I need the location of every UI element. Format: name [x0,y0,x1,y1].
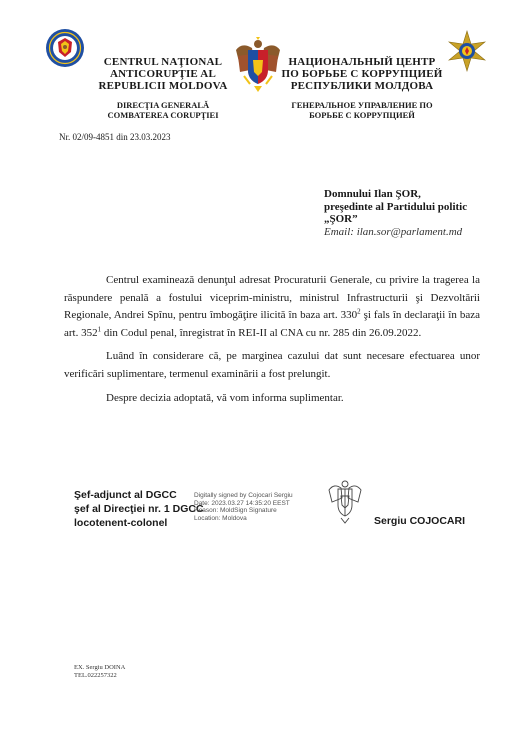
left-header-title-line: ANTICORUPŢIE AL [110,68,216,80]
signature-emblem-icon [326,478,364,524]
superscript: 2 [357,307,361,316]
recipient-party: „ŞOR” [324,213,358,225]
right-header-title-line: РЕСПУБЛИКИ МОЛДОВА [290,80,434,92]
executor-name: EX. Sergiu DOINA [74,664,126,671]
signatory-position-line: Şef-adjunct al DGCC [74,489,177,501]
body-paragraph-2: Luând în considerare că, pe marginea cazului dat sunt necesare efectuarea unor verificări suplimentare, termenul examinării a fost prelungit. [64,350,480,380]
digital-signature-info [194,492,334,522]
right-header-title-line: ПО БОРЬБЕ С КОРРУПЦИЕЙ [281,68,443,80]
body-text-span: şi fals în declaraţii în baza art. 352 [64,309,481,339]
left-header-subtitle [94,100,232,120]
cna-emblem-icon [45,28,85,68]
right-header-title-line: НАЦИОНАЛЬНЫЙ ЦЕНТР [288,56,436,68]
recipient-role: preşedinte al Partidului politic [324,200,468,213]
right-header-subtitle-line: БОРЬБЕ С КОРРУПЦИЕЙ [309,110,415,120]
body-paragraph-1 [64,272,480,342]
left-header-subtitle-line: DIRECŢIA GENERALĂ [116,100,210,110]
body-text-span: din Codul penal, înregistrat în REI-II al CNA cu nr. 285 din 26.09.2022. [101,326,422,339]
recipient-email: Email: ilan.sor@parlament.md [324,225,463,238]
left-header-subtitle-line: COMBATEREA CORUPŢIEI [107,110,219,120]
digital-signature-line: Digitally signed by Cojocari Sergiu [194,492,293,499]
right-header-title [278,56,446,92]
left-header-title-line: REPUBLICII MOLDOVA [98,80,228,92]
body-paragraph-3: Despre decizia adoptată, vă vom informa suplimentar. [106,391,344,404]
coat-of-arms-icon [232,36,284,94]
signatory-position-line: locotenent-colonel [74,517,168,529]
recipient-name: Domnului Ilan ŞOR, [324,188,421,200]
digital-signature-line: Location: Moldova [194,514,247,522]
superscript: 1 [97,325,102,334]
body-text-span: Centrul examinează denunţul adresat Procuraturii Generale, cu privire la tragerea la răspundere penală a fostului viceprim-ministru, ministrul Infrastructurii şi Dezvoltării Regionale, Andrei Spînu, pentru îmbogăţire ilicită în baza art. 330 [64,274,480,322]
right-header-subtitle-line: ГЕНЕРАЛЬНОЕ УПРАВЛЕНИЕ ПО [291,100,433,110]
left-header-title-line: CENTRUL NAŢIONAL [103,56,223,68]
recipient-block [324,188,514,238]
document-number: Nr. 02/09-4851 din 23.03.2023 [59,132,171,142]
star-badge-icon [446,30,488,72]
letter-body [64,272,480,413]
signatory-position-line: şef al Direcţiei nr. 1 DGCC [74,503,204,515]
left-header-title [94,56,232,92]
executor-phone: TEL.022257322 [74,672,117,679]
signer-name: Sergiu COJOCARI [374,515,466,527]
digital-signature-line: Date: 2023.03.27 14:35:20 EEST [194,499,290,507]
right-header-subtitle [278,100,446,120]
executor-info [74,664,125,680]
digital-signature-line: Reason: MoldSign Signature [194,507,277,514]
